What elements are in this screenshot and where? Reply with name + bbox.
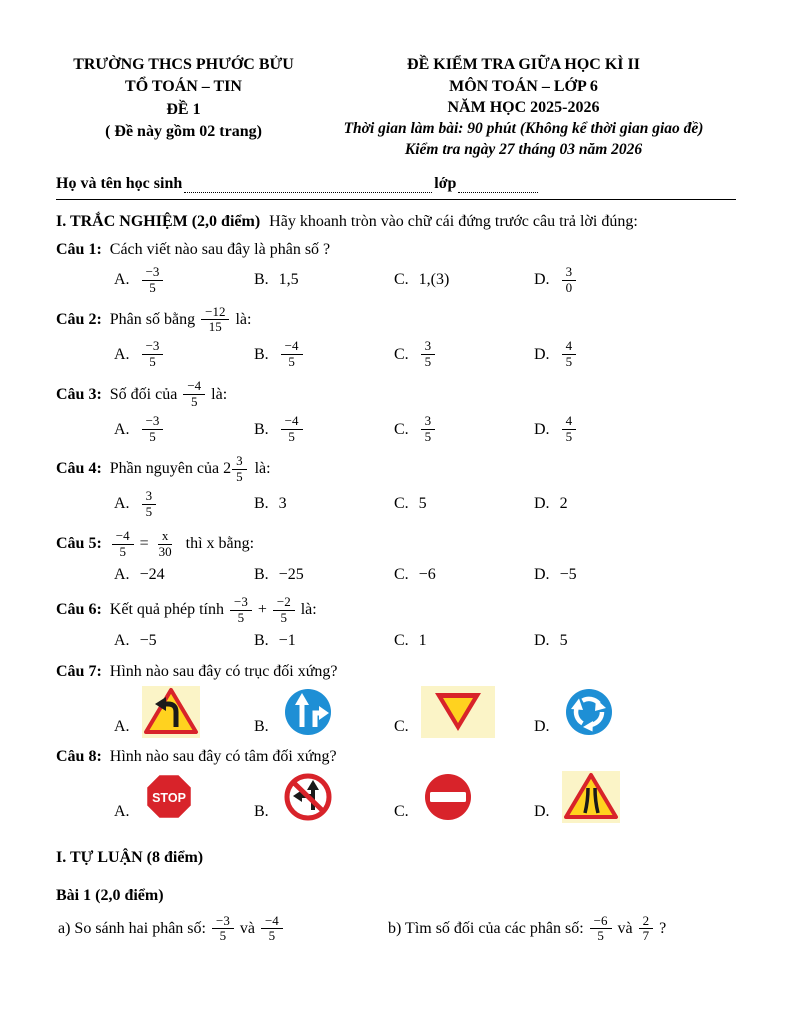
- mixed-number: [223, 453, 251, 486]
- question-prompt: [56, 378, 736, 411]
- question-prompt: [56, 238, 736, 262]
- text-segment: −5: [559, 565, 577, 583]
- option-A: [114, 629, 254, 653]
- fraction-numerator: −4: [112, 529, 134, 545]
- bai1-title: Bài 1 (2,0 điểm): [56, 886, 164, 904]
- question-4: [56, 453, 736, 521]
- fraction-denominator: 5: [237, 609, 245, 625]
- option-content: [558, 264, 581, 297]
- options-row: [114, 771, 736, 823]
- svg-text:STOP: STOP: [151, 790, 186, 805]
- option-label: B.: [254, 717, 269, 735]
- fraction-numerator: 3: [421, 339, 436, 355]
- option-D: [534, 629, 736, 653]
- fraction-numerator: −2: [273, 595, 295, 611]
- fraction-numerator: 4: [562, 414, 577, 430]
- options-row: [114, 264, 736, 297]
- header-divider: [56, 199, 736, 200]
- option-label: A.: [114, 345, 130, 363]
- option-B: [254, 413, 394, 446]
- option-content: [417, 566, 438, 584]
- option-content: [417, 632, 429, 650]
- option-label: B.: [254, 345, 269, 363]
- option-label: D.: [534, 420, 550, 438]
- fraction-denominator: 5: [119, 543, 126, 559]
- fraction-denominator: 5: [268, 928, 276, 944]
- question-number: Câu 8:: [56, 747, 102, 765]
- option-content: [138, 264, 168, 297]
- fraction: [201, 305, 229, 336]
- option-content: [417, 338, 440, 371]
- fraction-denominator: 5: [288, 429, 295, 445]
- text-segment: 5: [418, 495, 427, 513]
- fraction-numerator: 4: [562, 339, 577, 355]
- no-entry-sign-image: [421, 771, 475, 823]
- exam-duration-note: Thời gian làm bài: 90 phút (Không kể thời gian giao đề): [343, 119, 704, 137]
- yield-sign-image: [421, 686, 495, 738]
- option-C: [394, 629, 534, 653]
- option-A: [114, 413, 254, 446]
- question-number: Câu 4:: [56, 460, 102, 478]
- fraction: [112, 529, 134, 560]
- option-content: [558, 338, 581, 371]
- fraction-numerator: 2: [639, 914, 654, 930]
- option-label: C.: [394, 631, 409, 649]
- fraction: [155, 529, 176, 560]
- option-C: [394, 563, 534, 587]
- fraction-numerator: −12: [201, 305, 229, 321]
- option-content: [138, 686, 200, 738]
- fraction-denominator: 5: [191, 394, 198, 410]
- exam-title: ĐỀ KIỂM TRA GIỮA HỌC KÌ II: [407, 56, 640, 73]
- option-content: [277, 566, 306, 584]
- department-name: TỔ TOÁN – TIN: [125, 78, 242, 96]
- fraction-denominator: 5: [424, 354, 432, 370]
- fraction-numerator: −3: [212, 914, 234, 930]
- fraction-numerator: −3: [142, 414, 164, 430]
- exam-title-block: [311, 54, 736, 161]
- text-segment: +: [257, 601, 267, 619]
- student-name-field: [184, 179, 432, 193]
- option-label: C.: [394, 717, 409, 735]
- option-label: D.: [534, 271, 550, 289]
- fraction-numerator: −4: [281, 414, 303, 430]
- option-content: [138, 632, 159, 650]
- fraction-numerator: 3: [562, 265, 577, 281]
- fraction-numerator: −3: [142, 265, 164, 281]
- option-label: D.: [534, 345, 550, 363]
- exam-code: ĐỀ 1: [166, 100, 201, 118]
- option-B: [254, 492, 394, 516]
- section-tu-luan-title: I. TỰ LUẬN (8 điểm): [56, 848, 204, 866]
- fraction-denominator: 5: [280, 609, 288, 625]
- question-6: [56, 594, 736, 653]
- option-label: D.: [534, 802, 550, 820]
- student-name-label: Họ và tên học sinh: [56, 174, 183, 192]
- text-segment: là:: [254, 460, 271, 478]
- option-label: C.: [394, 420, 409, 438]
- text-segment: Phân số bằng: [109, 310, 196, 328]
- option-label: B.: [254, 271, 269, 289]
- question-7: [56, 660, 736, 738]
- option-content: [417, 271, 452, 289]
- school-name: TRƯỜNG THCS PHƯỚC BỬU: [73, 56, 294, 73]
- option-label: A.: [114, 717, 130, 735]
- option-content: [558, 686, 616, 738]
- text-segment: 3: [278, 495, 287, 513]
- question-number: Câu 5:: [56, 535, 102, 553]
- fraction: [273, 595, 295, 626]
- option-label: A.: [114, 565, 130, 583]
- exam-subject: MÔN TOÁN – LỚP 6: [449, 77, 598, 95]
- fraction-denominator: 5: [424, 429, 432, 445]
- fraction: [261, 914, 283, 945]
- fraction-numerator: −4: [261, 914, 283, 930]
- option-content: [558, 413, 581, 446]
- questions-list: [56, 238, 736, 823]
- options-row: [114, 338, 736, 371]
- trac-nghiem-title: I. TRẮC NGHIỆM (2,0 điểm): [56, 212, 261, 230]
- question-number: Câu 1:: [56, 240, 102, 258]
- text-segment: 5: [559, 631, 568, 649]
- fraction-numerator: −3: [142, 339, 164, 355]
- text-segment: 1,(3): [418, 271, 450, 289]
- text-segment: =: [139, 535, 149, 553]
- option-label: A.: [114, 271, 130, 289]
- text-segment: −5: [139, 631, 157, 649]
- fraction-denominator: 5: [149, 279, 156, 295]
- question-prompt: [56, 660, 736, 684]
- fraction-denominator: 7: [642, 928, 650, 944]
- question-prompt: [56, 304, 736, 337]
- fraction: [421, 414, 436, 445]
- option-label: D.: [534, 495, 550, 513]
- exam-year: NĂM HỌC 2025-2026: [447, 99, 600, 117]
- fraction-denominator: 5: [565, 429, 573, 445]
- option-content: [138, 488, 161, 521]
- bai1-part-1: [56, 913, 386, 946]
- question-1: [56, 238, 736, 297]
- student-info-line: [56, 175, 736, 193]
- option-content: [558, 566, 579, 584]
- straight-or-right-sign-image: [281, 686, 335, 738]
- fraction-numerator: −4: [183, 379, 205, 395]
- whole-number: 2: [223, 460, 232, 478]
- option-content: [277, 771, 335, 823]
- fraction-denominator: 5: [149, 429, 156, 445]
- question-3: [56, 378, 736, 446]
- option-B: [254, 563, 394, 587]
- option-label: B.: [254, 565, 269, 583]
- text-segment: và: [617, 919, 633, 937]
- option-D: [534, 413, 736, 446]
- question-prompt: [56, 745, 736, 769]
- option-B: [254, 771, 394, 823]
- options-row: [114, 686, 736, 738]
- options-row: [114, 413, 736, 446]
- question-2: [56, 304, 736, 372]
- text-segment: là:: [211, 385, 228, 403]
- exam-header: [56, 54, 736, 161]
- text-segment: là:: [300, 601, 317, 619]
- option-content: [558, 632, 570, 650]
- option-content: [277, 495, 289, 513]
- question-prompt: [56, 594, 736, 627]
- question-5: [56, 528, 736, 587]
- option-label: D.: [534, 565, 550, 583]
- text-segment: −25: [278, 565, 304, 583]
- option-D: [534, 338, 736, 371]
- fraction: [562, 414, 577, 445]
- question-prompt: [56, 528, 736, 561]
- road-narrows-sign-image: [562, 771, 620, 823]
- option-A: [114, 771, 254, 823]
- fraction: [562, 339, 577, 370]
- fraction: [230, 595, 252, 626]
- option-label: B.: [254, 631, 269, 649]
- fraction-denominator: 30: [158, 543, 172, 559]
- option-label: A.: [114, 495, 130, 513]
- text-segment: Kết quả phép tính: [109, 601, 224, 619]
- section-trac-nghiem-heading: [56, 213, 736, 231]
- trac-nghiem-instruction: Hãy khoanh tròn vào chữ cái đứng trước câu trả lời đúng:: [269, 212, 638, 230]
- question-number: Câu 6:: [56, 601, 102, 619]
- text-segment: Cách viết nào sau đây là phân số ?: [109, 240, 331, 258]
- fraction-numerator: x: [158, 529, 173, 545]
- option-D: [534, 771, 736, 823]
- option-label: C.: [394, 271, 409, 289]
- option-label: D.: [534, 631, 550, 649]
- school-block: [56, 54, 311, 161]
- option-content: [558, 495, 570, 513]
- fraction: [639, 914, 654, 945]
- option-D: [534, 686, 736, 738]
- fraction: [183, 379, 205, 410]
- fraction: [281, 339, 303, 370]
- fraction: [142, 414, 164, 445]
- option-label: C.: [394, 802, 409, 820]
- fraction-numerator: 3: [232, 454, 247, 470]
- option-content: [277, 271, 301, 289]
- option-A: [114, 338, 254, 371]
- option-content: [138, 413, 168, 446]
- text-segment: là:: [235, 310, 252, 328]
- fraction: [142, 489, 157, 520]
- fraction: [142, 265, 164, 296]
- fraction-numerator: −3: [230, 595, 252, 611]
- question-number: Câu 2:: [56, 310, 102, 328]
- option-label: B.: [254, 420, 269, 438]
- option-content: [277, 632, 298, 650]
- option-D: [534, 563, 736, 587]
- text-segment: 2: [559, 495, 568, 513]
- option-B: [254, 338, 394, 371]
- fraction-denominator: 15: [208, 319, 222, 335]
- exam-date-note: Kiểm tra ngày 27 tháng 03 năm 2026: [404, 140, 643, 158]
- class-label: lớp: [434, 174, 457, 192]
- fraction-numerator: −6: [590, 914, 612, 930]
- text-segment: Phần nguyên của: [109, 460, 220, 478]
- option-label: C.: [394, 495, 409, 513]
- option-D: [534, 492, 736, 516]
- no-turn-sign-image: [281, 771, 335, 823]
- option-content: [277, 686, 335, 738]
- bai1-parts: [56, 913, 736, 946]
- option-A: [114, 488, 254, 521]
- fraction: [281, 414, 303, 445]
- option-C: [394, 686, 534, 738]
- option-C: [394, 492, 534, 516]
- option-content: [138, 566, 167, 584]
- option-content: [417, 413, 440, 446]
- fraction: [421, 339, 436, 370]
- option-D: [534, 264, 736, 297]
- option-label: C.: [394, 565, 409, 583]
- fraction-denominator: 0: [565, 279, 573, 295]
- text-segment: ?: [659, 919, 667, 937]
- option-A: [114, 563, 254, 587]
- option-label: D.: [534, 717, 550, 735]
- text-segment: −6: [418, 565, 436, 583]
- text-segment: Hình nào sau đây có tâm đối xứng?: [109, 747, 337, 765]
- fraction-denominator: 5: [288, 354, 295, 370]
- roundabout-sign-image: [562, 686, 616, 738]
- options-row: [114, 488, 736, 521]
- option-label: A.: [114, 420, 130, 438]
- left-bend-warning-sign-image: [142, 686, 200, 738]
- option-content: [277, 338, 307, 371]
- option-C: [394, 413, 534, 446]
- fraction: [590, 914, 612, 945]
- text-segment: Hình nào sau đây có trục đối xứng?: [109, 662, 338, 680]
- fraction-denominator: 5: [565, 354, 573, 370]
- option-label: A.: [114, 802, 130, 820]
- text-segment: −1: [278, 631, 296, 649]
- text-segment: Số đối của: [109, 385, 178, 403]
- text-segment: và: [239, 919, 255, 937]
- option-B: [254, 629, 394, 653]
- text-segment: 1,5: [278, 271, 299, 289]
- option-C: [394, 771, 534, 823]
- question-number: Câu 3:: [56, 385, 102, 403]
- question-8: [56, 745, 736, 823]
- fraction: [212, 914, 234, 945]
- pages-note: ( Đề này gồm 02 trang): [105, 123, 262, 141]
- option-content: [417, 495, 429, 513]
- option-A: [114, 686, 254, 738]
- bai1-part-2: [386, 913, 736, 946]
- option-label: A.: [114, 631, 130, 649]
- option-label: B.: [254, 802, 269, 820]
- class-field: [458, 179, 538, 193]
- fraction: [562, 265, 577, 296]
- text-segment: thì x bằng:: [181, 535, 255, 553]
- question-number: Câu 7:: [56, 662, 102, 680]
- fraction-numerator: 3: [421, 414, 436, 430]
- fraction-denominator: 5: [236, 468, 243, 484]
- fraction: [142, 339, 164, 370]
- option-content: [138, 338, 168, 371]
- option-B: [254, 268, 394, 292]
- option-content: [558, 771, 620, 823]
- text-segment: a) So sánh hai phân số:: [58, 919, 206, 937]
- options-row: [114, 629, 736, 653]
- text-segment: 1: [418, 631, 427, 649]
- option-C: [394, 268, 534, 292]
- fraction-denominator: 5: [145, 503, 153, 519]
- option-label: C.: [394, 345, 409, 363]
- text-segment: b) Tìm số đối của các phân số:: [388, 919, 584, 937]
- option-content: [417, 771, 475, 823]
- option-content: [417, 686, 495, 738]
- fraction-numerator: 3: [142, 489, 157, 505]
- fraction-denominator: 5: [597, 928, 604, 944]
- option-label: B.: [254, 495, 269, 513]
- option-content: [277, 413, 307, 446]
- fraction-denominator: 5: [149, 354, 156, 370]
- fraction: [232, 454, 247, 485]
- question-prompt: [56, 453, 736, 486]
- options-row: [114, 563, 736, 587]
- option-A: [114, 264, 254, 297]
- fraction-denominator: 5: [219, 928, 227, 944]
- option-content: [138, 771, 196, 823]
- fraction-numerator: −4: [281, 339, 303, 355]
- text-segment: −24: [139, 565, 165, 583]
- option-C: [394, 338, 534, 371]
- option-B: [254, 686, 394, 738]
- stop-sign-image: [142, 771, 196, 823]
